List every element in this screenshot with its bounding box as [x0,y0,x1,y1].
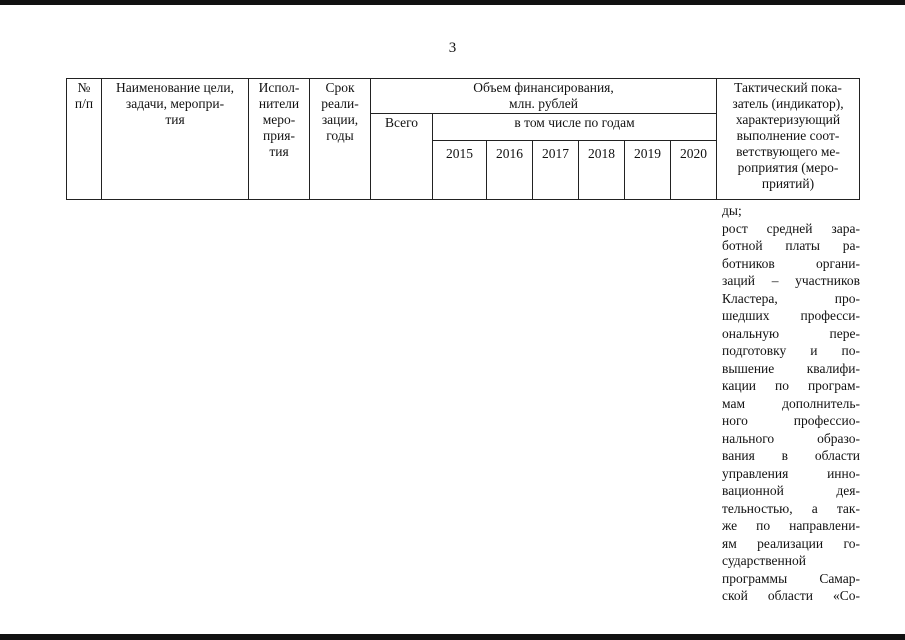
indicator-line: рост средней зара- [722,220,860,236]
indicator-line: программы Самар- [722,570,860,586]
page-number: 3 [448,40,457,56]
indicator-line: вания в области [722,448,860,463]
bottom-border [0,634,905,640]
header-term: Срок реали- зации, годы [310,79,371,200]
top-border [0,0,905,5]
indicator-line: подготовку и по- [722,343,860,358]
indicator-line: ям реализации го- [722,535,860,551]
indicator-line: мам дополнитель- [722,395,860,411]
indicator-line: сударственной [722,553,806,568]
header-by-years: в том числе по годам [433,114,717,141]
indicator-line: нального образо- [722,430,860,446]
header-table [66,78,860,200]
header-indicator: Тактический пока- затель (индикатор), характеризующий выполнение соот- ветствующего ме- роприятия (меро- приятий) [717,79,860,200]
indicator-line: ботников органи- [722,255,860,271]
year-2018: 2018 [579,141,625,200]
header-name: Наименование цели, задачи, меропри- тия [102,79,249,200]
header-num: № п/п [67,79,102,200]
indicator-text [722,202,860,605]
indicator-line: заций – участников [722,273,860,288]
indicator-line: Кластера, про- [722,290,860,306]
header-executors: Испол- нители меро- прия- тия [249,79,310,200]
year-2015: 2015 [433,141,487,200]
header-funding: Объем финансирования, млн. рублей [371,79,717,114]
year-2020: 2020 [671,141,717,200]
indicator-line: ды; [722,203,742,218]
indicator-line: ской области «Со- [722,588,860,603]
indicator-line: шедших професси- [722,308,860,323]
indicator-line: вационной дея- [722,483,860,498]
indicator-line: ональную пере- [722,325,860,341]
header-total: Всего [371,114,433,200]
indicator-line: ботной платы ра- [722,238,860,253]
indicator-line: тельностью, а так- [722,500,860,516]
year-2019: 2019 [625,141,671,200]
indicator-line: же по направлени- [722,518,860,533]
indicator-line: ного профессио- [722,413,860,428]
indicator-line: кации по програм- [722,378,860,393]
indicator-line: управления инно- [722,465,860,481]
year-2016: 2016 [487,141,533,200]
year-2017: 2017 [533,141,579,200]
indicator-line: вышение квалифи- [722,360,860,376]
